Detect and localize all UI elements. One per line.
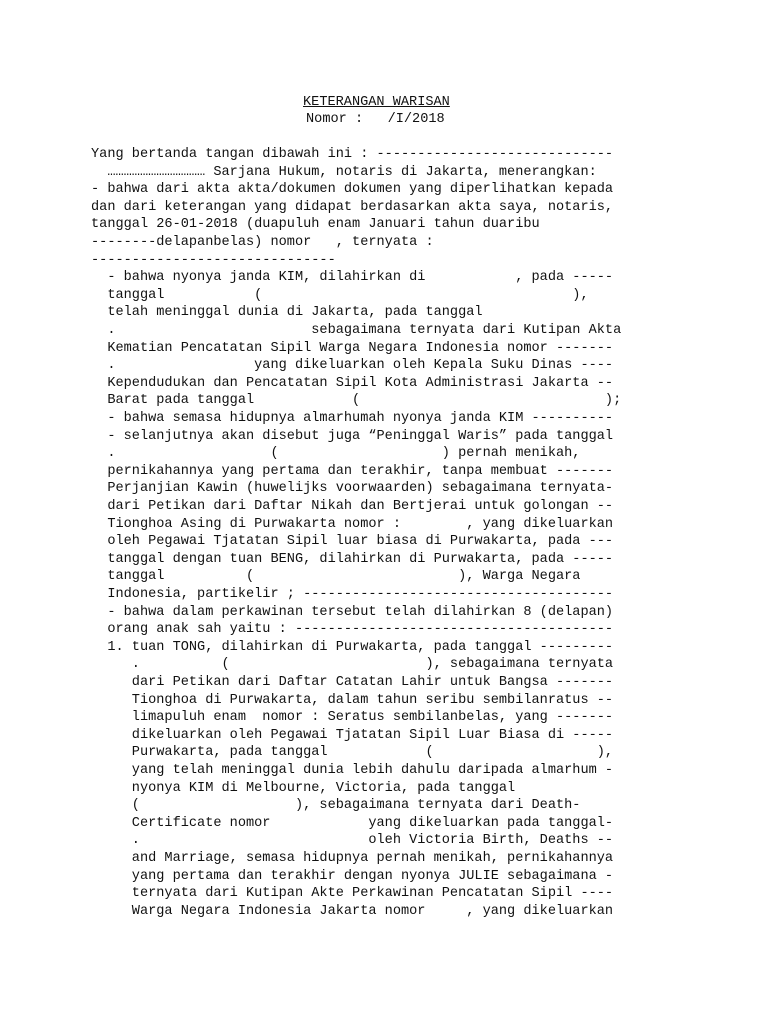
text-line: ……………………………… Sarjana Hukum, notaris di Jakarta, menerangkan:: [91, 165, 597, 180]
text-line: - bahwa dari akta akta/dokumen dokumen yang diperlihatkan kepada: [91, 182, 614, 197]
text-line: . ( ) pernah menikah,: [91, 446, 581, 461]
document-number: Nomor : /I/2018: [306, 112, 445, 127]
text-line: tanggal 26-01-2018 (duapuluh enam Januari tahun duaribu: [91, 217, 540, 232]
text-line: telah meninggal dunia di Jakarta, pada tanggal: [91, 305, 483, 320]
document-title: KETERANGAN WARISAN: [303, 95, 450, 110]
text-line: Tionghoa di Purwakarta, dalam tahun seribu sembilanratus --: [91, 693, 614, 708]
text-line: limapuluh enam nomor : Seratus sembilanbelas, yang -------: [91, 710, 614, 725]
text-line: tanggal dengan tuan BENG, dilahirkan di Purwakarta, pada -----: [91, 552, 614, 567]
text-line: Purwakarta, pada tanggal ( ),: [91, 745, 614, 760]
text-line: dari Petikan dari Daftar Catatan Lahir untuk Bangsa -------: [91, 675, 614, 690]
text-line: Yang bertanda tangan dibawah ini : -----------------------------: [91, 147, 614, 162]
text-line: Tionghoa Asing di Purwakarta nomor : , yang dikeluarkan: [91, 517, 614, 532]
text-line: . yang dikeluarkan oleh Kepala Suku Dinas ----: [91, 358, 614, 373]
text-line: orang anak sah yaitu : ---------------------------------------: [91, 622, 614, 637]
text-line: dan dari keterangan yang didapat berdasarkan akta saya, notaris,: [91, 200, 614, 215]
text-line: ------------------------------: [91, 253, 336, 268]
text-line: ( ), sebagaimana ternyata dari Death-: [91, 798, 581, 813]
text-line: . oleh Victoria Birth, Deaths --: [91, 833, 614, 848]
text-line: Kependudukan dan Pencatatan Sipil Kota Administrasi Jakarta --: [91, 376, 614, 391]
text-line: - bahwa semasa hidupnya almarhumah nyonya janda KIM ----------: [91, 411, 614, 426]
text-line: Kematian Pencatatan Sipil Warga Negara Indonesia nomor -------: [91, 341, 614, 356]
text-line: ternyata dari Kutipan Akte Perkawinan Pencatatan Sipil ----: [91, 886, 614, 901]
text-line: . ( ), sebagaimana ternyata: [91, 657, 614, 672]
text-line: dari Petikan dari Daftar Nikah dan Bertjerai untuk golongan --: [91, 499, 614, 514]
text-line: --------delapanbelas) nomor , ternyata :: [91, 235, 434, 250]
text-line: yang pertama dan terakhir dengan nyonya JULIE sebagaimana -: [91, 869, 614, 884]
text-line: nyonya KIM di Melbourne, Victoria, pada tanggal: [91, 781, 516, 796]
list-item-1: 1. tuan TONG, dilahirkan di Purwakarta, pada tanggal ---------: [91, 640, 614, 655]
text-line: Barat pada tanggal ( );: [91, 393, 622, 408]
text-line: tanggal ( ), Warga Negara: [91, 569, 581, 584]
text-line: oleh Pegawai Tjatatan Sipil luar biasa di Purwakarta, pada ---: [91, 534, 614, 549]
text-line: - bahwa dalam perkawinan tersebut telah dilahirkan 8 (delapan): [91, 605, 614, 620]
text-line: Perjanjian Kawin (huwelijks voorwaarden) sebagaimana ternyata-: [91, 481, 614, 496]
text-line: - bahwa nyonya janda KIM, dilahirkan di , pada -----: [91, 270, 614, 285]
text-line: yang telah meninggal dunia lebih dahulu daripada almarhum -: [91, 763, 614, 778]
text-line: . sebagaimana ternyata dari Kutipan Akta: [91, 323, 622, 338]
text-line: - selanjutnya akan disebut juga “Peninggal Waris” pada tanggal: [91, 429, 614, 444]
text-line: Certificate nomor yang dikeluarkan pada tanggal-: [91, 816, 614, 831]
text-line: Warga Negara Indonesia Jakarta nomor , yang dikeluarkan: [91, 904, 614, 919]
text-line: pernikahannya yang pertama dan terakhir, tanpa membuat -------: [91, 464, 614, 479]
text-line: and Marriage, semasa hidupnya pernah menikah, pernikahannya: [91, 851, 614, 866]
text-line: dikeluarkan oleh Pegawai Tjatatan Sipil Luar Biasa di -----: [91, 728, 614, 743]
text-line: Indonesia, partikelir ; --------------------------------------: [91, 587, 614, 602]
text-line: tanggal ( ),: [91, 288, 589, 303]
